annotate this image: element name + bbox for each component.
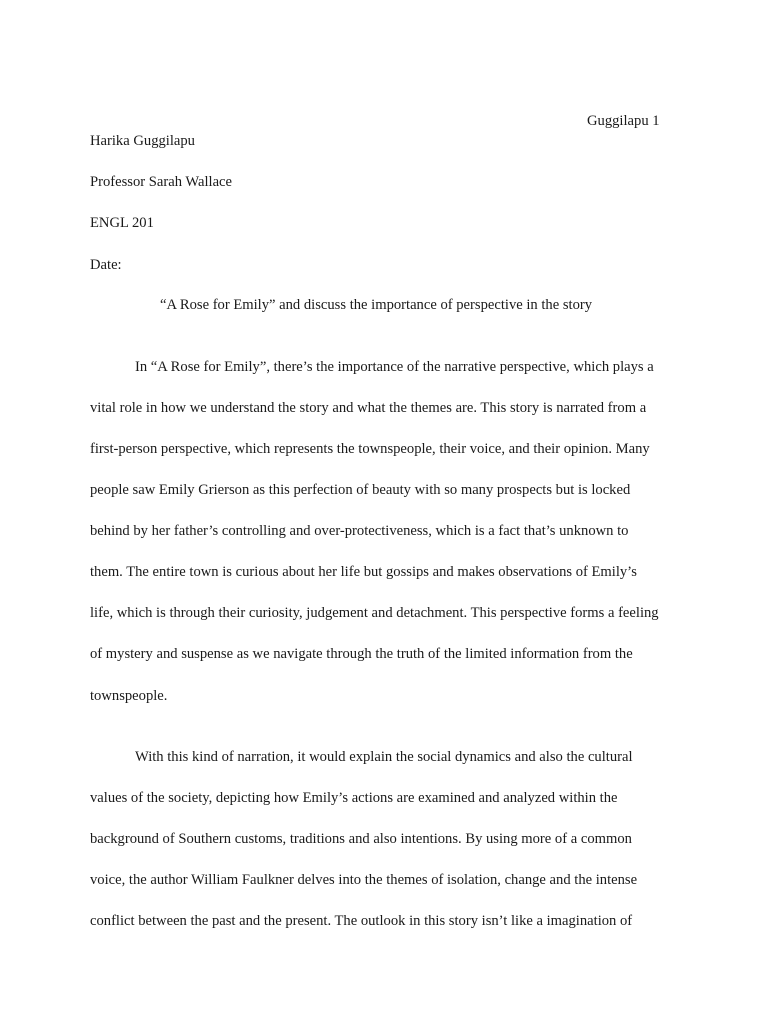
paragraph-line: behind by her father’s controlling and over-protectiveness, which is a fact that’s unknown to <box>90 523 629 539</box>
paragraph-line: values of the society, depicting how Emily’s actions are examined and analyzed within the <box>90 790 618 806</box>
paragraph-line: of mystery and suspense as we navigate through the truth of the limited information from the <box>90 646 633 662</box>
paragraph-line: them. The entire town is curious about her life but gossips and makes observations of Emily’s <box>90 564 637 580</box>
paragraph-line: voice, the author William Faulkner delves into the themes of isolation, change and the intense <box>90 872 638 888</box>
paragraph-line: townspeople. <box>90 688 168 704</box>
paragraph-line: In “A Rose for Emily”, there’s the importance of the narrative perspective, which plays a <box>135 359 654 375</box>
professor-name: Professor Sarah Wallace <box>90 174 233 190</box>
course-code: ENGL 201 <box>90 215 154 231</box>
paragraph-line: With this kind of narration, it would explain the social dynamics and also the cultural <box>135 749 633 765</box>
paragraph-line: life, which is through their curiosity, judgement and detachment. This perspective forms a feeling <box>90 605 659 621</box>
paragraph-line: first-person perspective, which represents the townspeople, their voice, and their opinion. Many <box>90 441 650 457</box>
running-head: Guggilapu 1 <box>587 113 660 129</box>
paragraph-line: background of Southern customs, traditions and also intentions. By using more of a common <box>90 831 632 847</box>
paragraph-line: people saw Emily Grierson as this perfection of beauty with so many prospects but is locked <box>90 482 631 498</box>
paragraph-line: vital role in how we understand the story and what the themes are. This story is narrated from a <box>90 400 647 416</box>
student-name: Harika Guggilapu <box>90 133 195 149</box>
essay-title: “A Rose for Emily” and discuss the importance of perspective in the story <box>160 297 593 313</box>
date-label: Date: <box>90 257 122 273</box>
paragraph-line: conflict between the past and the present. The outlook in this story isn’t like a imagination of <box>90 913 633 929</box>
